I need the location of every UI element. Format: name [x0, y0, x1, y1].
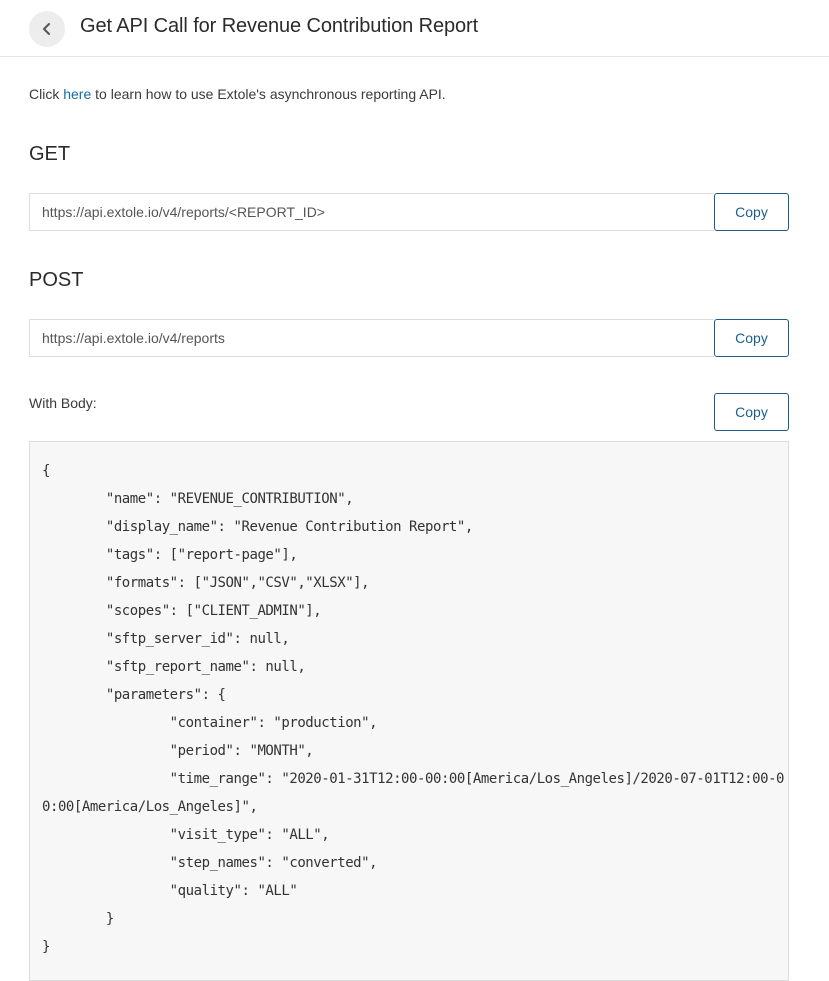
request-body-code-block[interactable] [29, 441, 789, 981]
chevron-left-icon [41, 22, 53, 36]
post-section-title: POST [29, 269, 84, 291]
page-header [0, 0, 829, 57]
get-section-title: GET [29, 143, 71, 165]
post-url-field[interactable] [29, 319, 714, 357]
get-url-field[interactable] [29, 193, 714, 231]
request-body-json: { "name": "REVENUE_CONTRIBUTION", "display_name": "Revenue Contribution Report", "tags": ["report-page"], "formats": ["JSON","CSV","XLSX"], "scopes": ["CLIENT_ADMIN"], "sftp_server_id": null, "sftp_report_name": null, "parameters": { "container": "production", "period": "MONTH", "time_range": "2020-01-31T12:00-00:00[America/Los_Angeles]/2020-07-01T12:00-00:00[America/Los_Angeles]", "visit_type": "ALL", "step_names": "converted", "quality": "ALL" } } [42, 463, 785, 955]
page-title: Get API Call for Revenue Contribution Report [80, 15, 479, 37]
back-button[interactable] [29, 11, 65, 47]
intro-prefix: Click [29, 86, 64, 102]
copy-post-url-button[interactable]: Copy [714, 319, 789, 357]
docs-link[interactable]: here [63, 86, 92, 102]
intro-text [29, 86, 446, 102]
intro-suffix: to learn how to use Extole's asynchronous reporting API. [91, 86, 446, 102]
copy-get-url-button[interactable]: Copy [714, 193, 789, 231]
with-body-label: With Body: [29, 395, 97, 411]
copy-body-button[interactable]: Copy [714, 393, 789, 431]
